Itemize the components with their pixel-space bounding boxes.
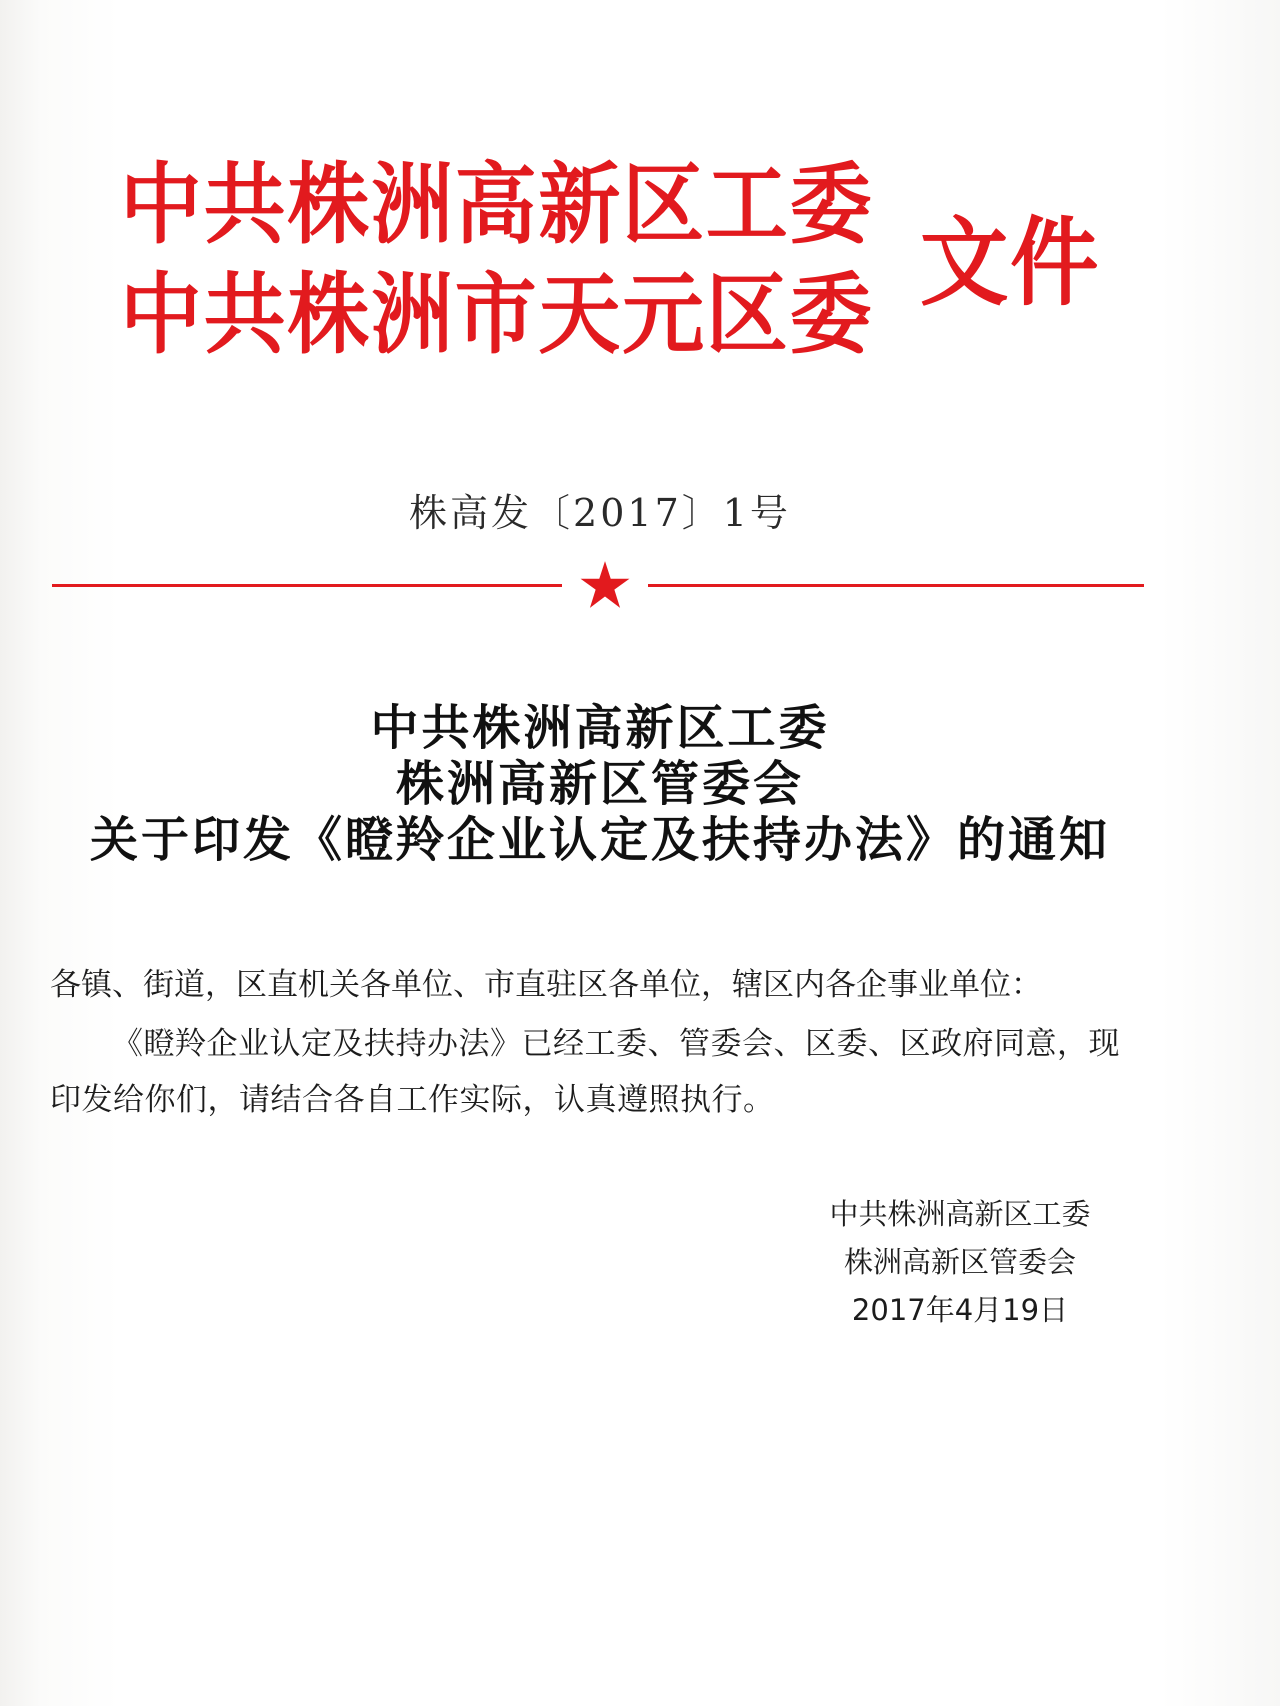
title-line-3: 关于印发《瞪羚企业认定及扶持办法》的通知 — [89, 812, 1110, 868]
signature-org-2: 株洲高新区管委会 — [843, 1245, 1076, 1279]
divider-line-right — [648, 584, 1144, 587]
salutation: 各镇、街道，区直机关各单位、市直驻区各单位，辖区内各企事业单位： — [50, 967, 1042, 1003]
masthead-line-2: 中共株洲市天元区委 — [120, 263, 874, 366]
document-body — [50, 962, 1150, 1128]
signature-date: 2017年4月19日 — [851, 1293, 1069, 1327]
red-divider — [52, 556, 1144, 616]
masthead-issuers — [120, 150, 920, 370]
signature-org-1: 中共株洲高新区工委 — [829, 1197, 1091, 1231]
document-title — [0, 700, 1280, 868]
masthead-line-1: 中共株洲高新区工委 — [120, 153, 874, 256]
document-number: 株高发〔2017〕1号 — [409, 491, 791, 535]
red-masthead — [120, 150, 1120, 380]
body-paragraph: 《瞪羚企业认定及扶持办法》已经工委、管委会、区委、区政府同意，现印发给你们，请结合各自工作实际，认真遵照执行。 — [50, 1026, 1120, 1118]
signature-block — [810, 1190, 1110, 1334]
star-icon — [579, 559, 631, 611]
divider-line-left — [52, 584, 562, 587]
title-line-1: 中共株洲高新区工委 — [370, 700, 830, 756]
masthead-suffix: 文件 — [920, 207, 1101, 319]
title-line-2: 株洲高新区管委会 — [395, 756, 804, 812]
